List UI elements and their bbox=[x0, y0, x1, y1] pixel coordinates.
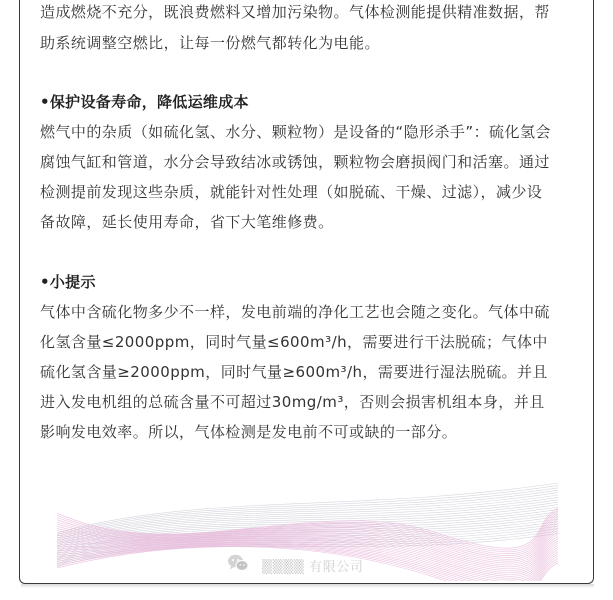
paragraph-line: 助系统调整空燃比，让每一份燃气都转化为电能。 bbox=[40, 34, 380, 52]
paragraph-line: 检测提前发现这些杂质，就能针对性处理（如脱硫、干燥、过滤），减少设 bbox=[40, 183, 543, 201]
section-heading-equipment-life: •保护设备寿命，降低运维成本 bbox=[40, 93, 249, 111]
paragraph-line: 化氢含量≤2000ppm，同时气量≤600m³/h，需要进行干法脱硫；气体中 bbox=[40, 333, 548, 351]
section-heading-tips: •小提示 bbox=[40, 273, 96, 291]
paragraph-line: 造成燃烧不充分，既浪费燃料又增加污染物。气体检测能提供精准数据，帮 bbox=[40, 3, 550, 21]
paragraph-line: 影响发电效率。所以，气体检测是发电前不可或缺的一部分。 bbox=[40, 423, 458, 441]
wechat-icon bbox=[227, 553, 249, 573]
paragraph-line: 进入发电机组的总硫含量不可超过30mg/m³，否则会损害机组本身，并且 bbox=[40, 393, 545, 411]
watermark-text: ▒▒▒▒ 有限公司 bbox=[262, 560, 364, 575]
paragraph-line: 气体中含硫化物多少不一样，发电前端的净化工艺也会随之变化。气体中硫 bbox=[40, 303, 550, 321]
paragraph-line: 燃气中的杂质（如硫化氢、水分、颗粒物）是设备的“隐形杀手”：硫化氢会 bbox=[40, 123, 551, 141]
paragraph-line: 硫化氢含量≥2000ppm，同时气量≥600m³/h，需要进行湿法脱硫。并且 bbox=[40, 363, 548, 381]
paragraph-line: 备故障，延长使用寿命，省下大笔维修费。 bbox=[40, 213, 334, 231]
card-shadow bbox=[21, 584, 594, 588]
paragraph-line: 腐蚀气缸和管道，水分会导致结冰或锈蚀，颗粒物会磨损阀门和活塞。通过 bbox=[40, 153, 550, 171]
